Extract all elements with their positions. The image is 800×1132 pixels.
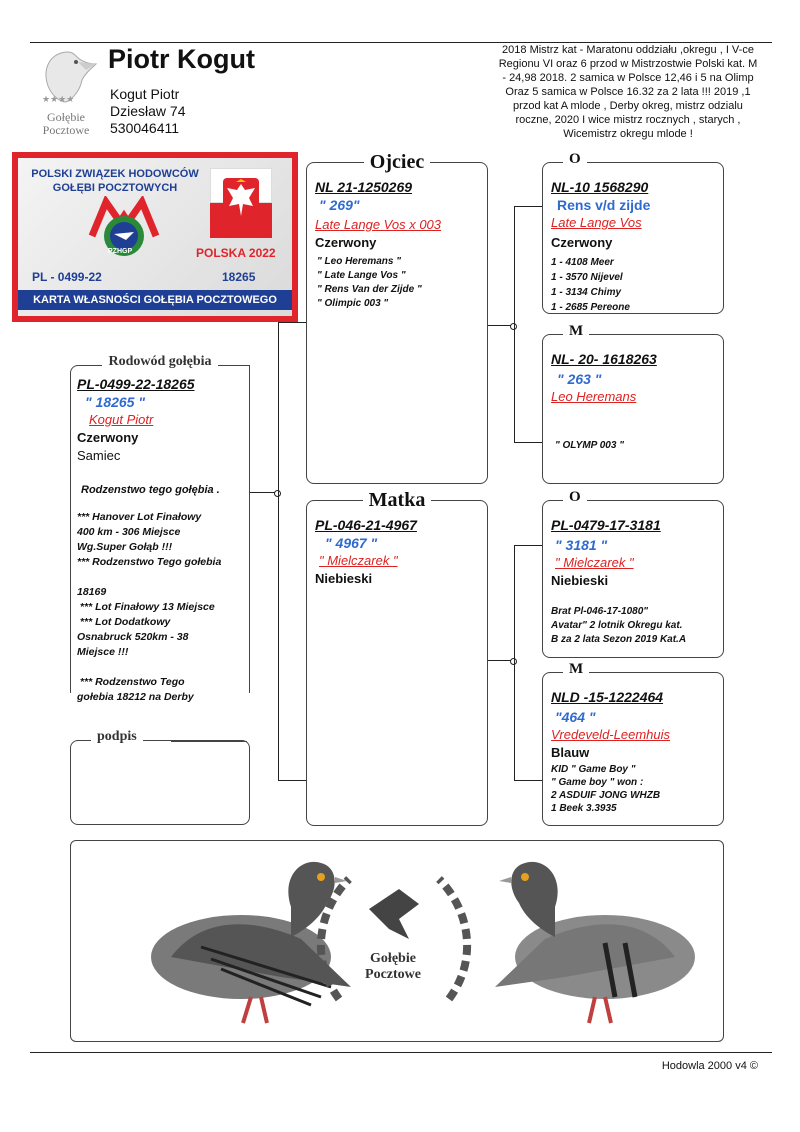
- mm-note-line: 2 ASDUIF JONG WHZB: [551, 790, 661, 801]
- ff-result-line: 1 - 3134 Chimy: [551, 287, 622, 298]
- mm-note-line: KID " Game Boy ": [551, 764, 636, 775]
- card-emblem-label: PZHGP: [108, 248, 133, 255]
- subject-note-line: 400 km - 306 Miejsce: [77, 526, 181, 538]
- mother-box-title: Matka: [363, 489, 432, 511]
- right-pigeon-image: [485, 847, 715, 1027]
- father-color: Czerwony: [315, 235, 377, 250]
- mother-ring: PL-046-21-4967: [315, 517, 417, 533]
- subject-note-line: Wg.Super Gołąb !!!: [77, 541, 173, 553]
- logo-text-2: Pocztowe: [42, 123, 90, 137]
- father-note-line: " Leo Heremans ": [317, 256, 401, 267]
- subject-note-line: 18169: [77, 586, 107, 598]
- mf-box-title: O: [563, 489, 587, 505]
- ff-result-line: 1 - 2685 Pereone: [551, 302, 630, 313]
- subject-note-line: *** Hanover Lot Finałowy: [77, 511, 202, 523]
- eagle-logo-icon: [30, 46, 102, 106]
- father-notes: [317, 255, 487, 311]
- paternal-grandfather-box: [542, 151, 724, 314]
- polish-flag: [210, 168, 272, 238]
- ff-nick: Rens v/d zijde: [557, 197, 651, 213]
- subject-note-line: Miejsce !!!: [77, 646, 129, 658]
- mm-box-title: M: [563, 661, 589, 677]
- father-note-line: " Olimpic 003 ": [317, 298, 389, 309]
- mm-breed: Vredeveld-Leemhuis: [551, 727, 670, 742]
- paternal-grandmother-box: [542, 323, 724, 484]
- mm-note-line: " Game boy " won :: [551, 777, 644, 788]
- mother-breed: " Mielczarek ": [319, 553, 398, 568]
- subject-note-line: gołebia 18212 na Derby: [77, 691, 194, 703]
- subject-sex: Samiec: [77, 448, 121, 463]
- mm-notes: [551, 763, 723, 815]
- father-note-line: " Late Lange Vos ": [317, 270, 406, 281]
- header-logo: [30, 46, 102, 138]
- subject-siblings-title: Rodzenstwo tego gołębia .: [81, 484, 220, 496]
- ff-color: Czerwony: [551, 235, 613, 250]
- footer-credit: Hodowla 2000 v4 ©: [661, 1060, 758, 1072]
- mf-color: Niebieski: [551, 573, 609, 588]
- fm-breed: Leo Heremans: [551, 389, 637, 404]
- subject-ring: PL-0499-22-18265: [77, 376, 195, 392]
- bottom-rule: [30, 1052, 772, 1053]
- ff-results: [551, 255, 721, 315]
- ff-breed: Late Lange Vos: [551, 215, 642, 230]
- subject-nick: " 18265 ": [85, 394, 145, 410]
- mf-breed: " Mielczarek ": [555, 555, 634, 570]
- signature-box: [70, 729, 250, 825]
- mother-color: Niebieski: [315, 571, 373, 586]
- father-ring: NL 21-1250269: [315, 179, 413, 195]
- logo-text-1: Gołębie: [47, 110, 85, 124]
- card-org-line2: GOŁĘBI POCZTOWYCH: [52, 182, 178, 194]
- mother-box: [306, 489, 488, 826]
- mother-nick: " 4967 ": [325, 535, 378, 551]
- breeder-name: Piotr Kogut: [108, 44, 255, 74]
- father-nick: " 269": [319, 197, 360, 213]
- signature-title: podpis: [91, 729, 143, 744]
- maternal-grandmother-box: [542, 661, 724, 826]
- owner-address: Dziesław 74: [110, 103, 186, 119]
- subject-box-title: Rodowód gołębia: [102, 354, 217, 369]
- mm-color: Blauw: [551, 745, 590, 760]
- fm-box-title: M: [563, 323, 589, 339]
- laurel-logo-icon: [309, 859, 479, 1029]
- subject-notes: [77, 510, 247, 705]
- subject-note-line: Osnabruck 520km - 38: [77, 631, 189, 643]
- banner-logo-text-1: Gołębie: [370, 951, 416, 966]
- banner-logo-text-2: Pocztowe: [365, 967, 421, 982]
- father-box: [306, 151, 488, 484]
- ownership-card: [12, 152, 298, 322]
- card-country-year: POLSKA 2022: [196, 246, 276, 260]
- mf-notes: [551, 605, 723, 647]
- subject-box: [70, 354, 250, 703]
- mf-note-line: Avatar" 2 lotnik Okregu kat.: [551, 620, 683, 631]
- card-footer: KARTA WŁASNOŚCI GOŁĘBIA POCZTOWEGO: [18, 290, 292, 310]
- mf-nick: " 3181 ": [555, 537, 608, 553]
- subject-breeder: Kogut Piotr: [89, 412, 154, 427]
- subject-note-line: *** Rodzenstwo Tego: [77, 676, 185, 688]
- card-ring-short: PL - 0499-22: [32, 270, 102, 284]
- owner-name: Kogut Piotr: [110, 86, 180, 102]
- mm-note-line: 1 Beek 3.3935: [551, 803, 617, 814]
- card-ring-number: 18265: [222, 270, 256, 284]
- ff-ring: NL-10 1568290: [551, 179, 649, 195]
- ff-result-line: 1 - 3570 Nijevel: [551, 272, 623, 283]
- card-org-line1: POLSKI ZWIĄZEK HODOWCÓW: [31, 168, 199, 180]
- mm-ring: NLD -15-1222464: [551, 689, 664, 705]
- father-box-title: Ojciec: [364, 151, 430, 173]
- white-eagle-icon: [223, 178, 259, 222]
- maternal-grandfather-box: [542, 489, 724, 658]
- fm-note: " OLYMP 003 ": [555, 440, 624, 451]
- father-breed: Late Lange Vos x 003: [315, 217, 442, 232]
- achievements-text: 2018 Mistrz kat - Maratonu oddziału ,okregu , I V-ce Regionu VI oraz 6 przod w Mistrzostwie Polski kat. M - 24,98 2018. 2 samica w Polsce 12,46 i 5 na Olimp Oraz 5 samica w Polsce 16.32 za 2 lata !!! 2019 ,1 przod kat A mlode , Derby okreg, mistrz odzialu roczne, 2020 I wice mistrz rocznych , starych , Wicemistrz okregu mlode !: [498, 44, 758, 140]
- svg-text:★★★★: ★★★★: [42, 95, 75, 105]
- fm-ring: NL- 20- 1618263: [551, 351, 657, 367]
- subject-note-line: [77, 660, 247, 675]
- owner-phone: 530046411: [110, 120, 180, 136]
- subject-note-line: [77, 570, 247, 585]
- fm-nick: " 263 ": [557, 371, 602, 387]
- father-note-line: " Rens Van der Zijde ": [317, 284, 422, 295]
- subject-color: Czerwony: [77, 430, 139, 445]
- subject-note-line: *** Lot Dodatkowy: [77, 616, 171, 628]
- mf-ring: PL-0479-17-3181: [551, 517, 661, 533]
- mf-note-line: Brat Pl-046-17-1080": [551, 606, 649, 617]
- subject-note-line: *** Lot Finałowy 13 Miejsce: [77, 601, 215, 613]
- ff-result-line: 1 - 4108 Meer: [551, 257, 614, 268]
- pigeon-banner: [70, 840, 724, 1042]
- mm-nick: "464 ": [555, 709, 596, 725]
- subject-note-line: *** Rodzenstwo Tego gołebia: [77, 556, 222, 568]
- mf-note-line: B za 2 lata Sezon 2019 Kat.A: [551, 634, 687, 645]
- ff-box-title: O: [563, 151, 587, 167]
